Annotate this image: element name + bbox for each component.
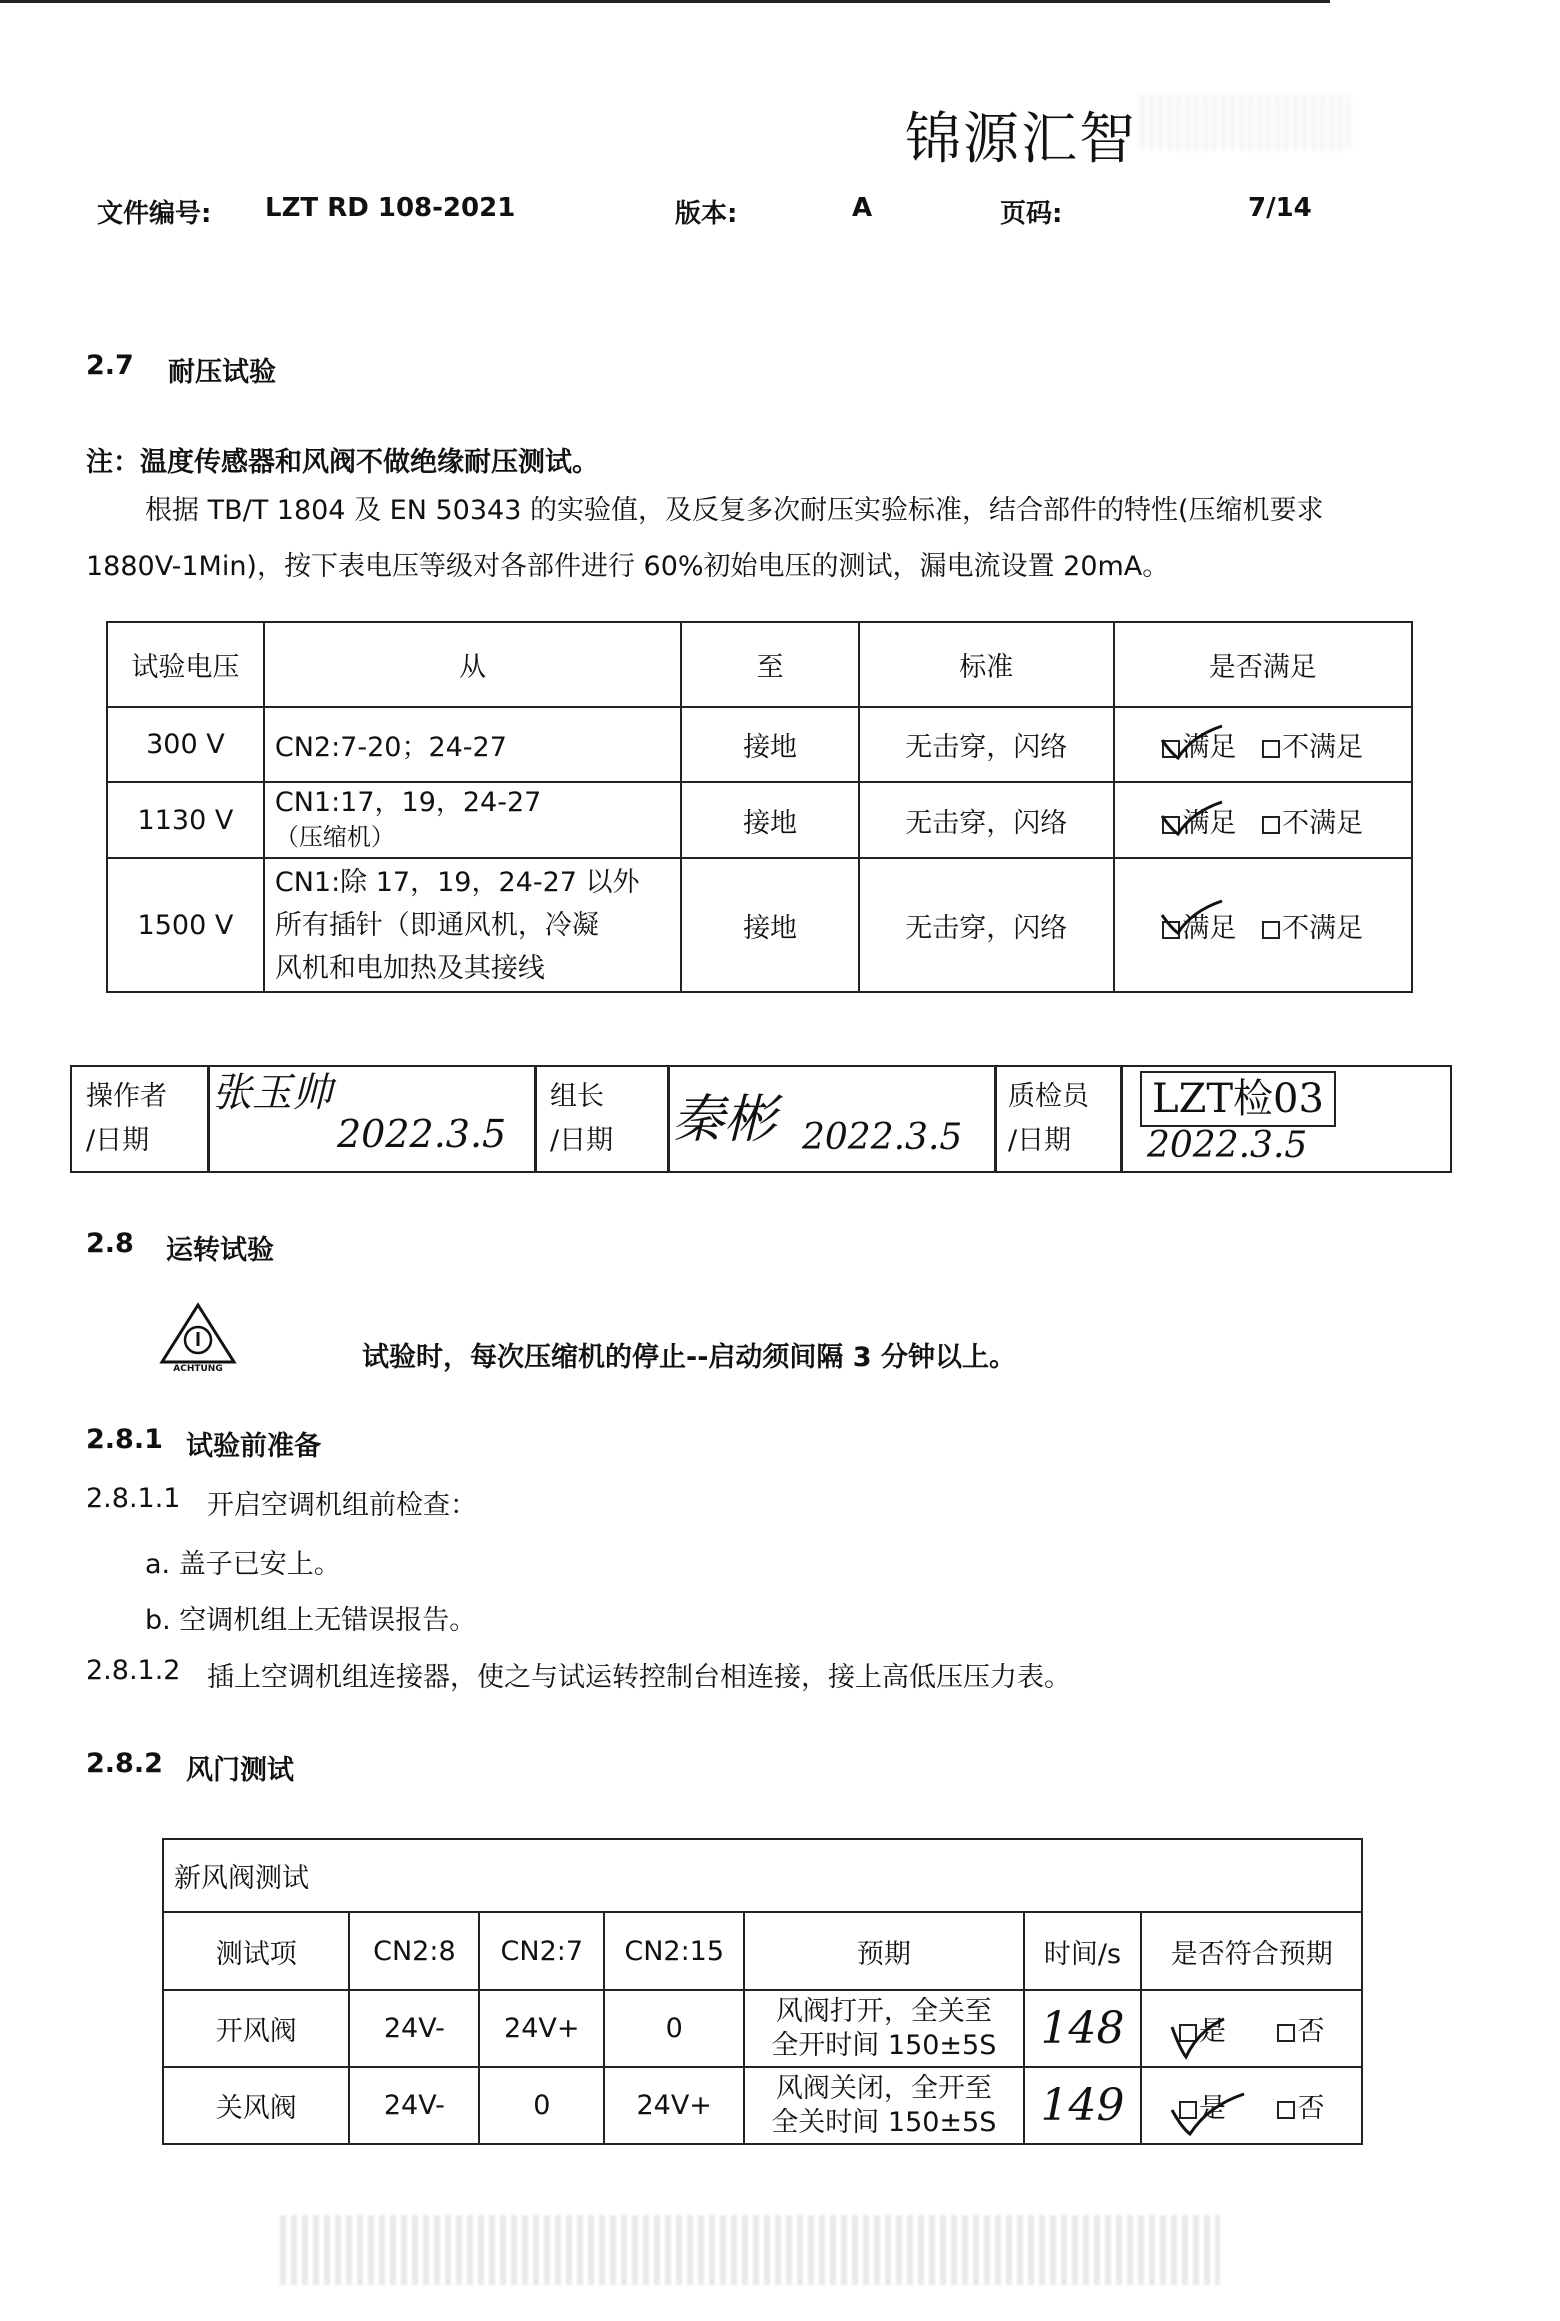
leader-label [550, 1075, 613, 1163]
label-line: /日期 [86, 1125, 150, 1156]
cn2-8-cell: 24V- [349, 1990, 479, 2067]
standard-cell: 无击穿，闪络 [859, 858, 1114, 992]
item-a: a. 盖子已安上。 [145, 1549, 341, 1580]
operator-date: 2022.3.5 [337, 1112, 507, 1156]
header-cell: CN2:7 [479, 1912, 604, 1990]
cn2-15-cell: 0 [604, 1990, 744, 2067]
handwritten-check-mark [1168, 2090, 1248, 2138]
version-label: 版本: [675, 199, 738, 229]
from-line: CN1:除 17，19，24-27 以外 [274, 866, 640, 898]
checkbox-no[interactable] [1277, 2024, 1295, 2042]
expectation-line: 全开时间 150±5S [771, 2029, 997, 2061]
label-line: /日期 [550, 1125, 614, 1156]
label-line: /日期 [1008, 1125, 1072, 1156]
handwritten-check-mark [1168, 2013, 1228, 2061]
expectation-cell [744, 1990, 1023, 2067]
checkbox-not-satisfied[interactable] [1262, 816, 1280, 834]
checkbox-no[interactable] [1277, 2101, 1295, 2119]
divider [667, 1067, 670, 1171]
header-cell: 测试项 [163, 1912, 349, 1990]
signoff-box [70, 1065, 1452, 1173]
qc-label [1008, 1075, 1089, 1163]
table-header-row [107, 622, 1412, 707]
header-cell: 是否符合预期 [1141, 1912, 1362, 1990]
header-cell: 至 [681, 622, 859, 707]
expectation-line: 全关时间 150±5S [771, 2106, 997, 2138]
from-line: 所有插针（即通风机，冷凝 [274, 909, 599, 941]
item-2-8-1-1-text: 开启空调机组前检查： [207, 1490, 477, 1521]
option-not-satisfied: 不满足 [1282, 807, 1364, 839]
option-no: 否 [1297, 2093, 1325, 2124]
leader-date: 2022.3.5 [802, 1117, 963, 1158]
table-caption-row [163, 1839, 1362, 1912]
section-2-8-1-title: 试验前准备 [186, 1431, 321, 1462]
voltage-cell: 1500 V [107, 858, 264, 992]
handwritten-check-mark [1158, 897, 1228, 937]
from-cell [264, 858, 681, 992]
test-item-cell: 关风阀 [163, 2067, 349, 2144]
cn2-15-cell: 24V+ [604, 2067, 744, 2144]
from-line: CN1:17，19，24-27 [274, 787, 542, 818]
expectation-line: 风阀打开，全关至 [775, 1995, 992, 2027]
table-header-row [163, 1912, 1362, 1990]
option-satisfied: 满足 [1182, 807, 1237, 839]
doc-number: LZT RD 108-2021 [265, 193, 516, 223]
divider [994, 1067, 997, 1171]
voltage-cell: 300 V [107, 707, 264, 782]
doc-number-label: 文件编号: [97, 199, 212, 229]
version-value: A [852, 193, 873, 223]
from-cell [264, 782, 681, 858]
section-2-7-number: 2.7 [86, 350, 134, 381]
header-cell: 是否满足 [1114, 622, 1412, 707]
option-not-satisfied: 不满足 [1282, 912, 1364, 944]
divider [1120, 1067, 1123, 1171]
label-line: 组长 [550, 1081, 604, 1112]
to-cell: 接地 [681, 858, 859, 992]
from-line: CN2:7-20；24-27 [274, 732, 507, 763]
option-no: 否 [1297, 2016, 1325, 2047]
header-cell: 时间/s [1024, 1912, 1142, 1990]
section-2-8-2-title: 风门测试 [186, 1755, 294, 1786]
header-rule [0, 0, 1330, 3]
expectation-cell [744, 2067, 1023, 2144]
from-line: （压缩机） [274, 823, 395, 851]
brand-title: 锦源汇智 [905, 107, 1137, 172]
time-cell: 148 [1024, 1990, 1142, 2067]
from-cell [264, 707, 681, 782]
option-satisfied: 满足 [1182, 912, 1237, 944]
warning-text: 试验时，每次压缩机的停止--启动须间隔 3 分钟以上。 [362, 1342, 1016, 1373]
from-line: 风机和电加热及其接线 [274, 952, 545, 984]
divider [534, 1067, 537, 1171]
option-not-satisfied: 不满足 [1282, 732, 1364, 763]
qc-date: 2022.3.5 [1147, 1125, 1308, 1166]
option-yes: 是 [1198, 2016, 1226, 2047]
section-2-8-2-number: 2.8.2 [86, 1748, 163, 1779]
section-2-7-para-2: 1880V-1Min)，按下表电压等级对各部件进行 60%初始电压的测试，漏电流设置 20mA。 [86, 551, 1170, 582]
table-caption: 新风阀测试 [163, 1839, 1362, 1912]
checkbox-not-satisfied[interactable] [1262, 740, 1280, 758]
header-cell: 预期 [744, 1912, 1023, 1990]
section-2-8-title: 运转试验 [166, 1235, 274, 1266]
header-cell: CN2:8 [349, 1912, 479, 1990]
warning-icon-label: ACHTUNG [173, 1364, 223, 1374]
section-2-7-title: 耐压试验 [168, 357, 276, 388]
standard-cell: 无击穿，闪络 [859, 707, 1114, 782]
divider [207, 1067, 210, 1171]
operator-signature: 张玉帅 [212, 1070, 332, 1116]
page-number: 7/14 [1248, 193, 1312, 223]
page-label: 页码: [1000, 199, 1063, 229]
item-2-8-1-2-number: 2.8.1.2 [86, 1655, 181, 1686]
item-2-8-1-1-number: 2.8.1.1 [86, 1483, 181, 1514]
to-cell: 接地 [681, 782, 859, 858]
to-cell: 接地 [681, 707, 859, 782]
voltage-cell: 1130 V [107, 782, 264, 858]
item-b: b. 空调机组上无错误报告。 [145, 1605, 477, 1636]
section-2-8-number: 2.8 [86, 1228, 134, 1259]
label-line: 质检员 [1008, 1081, 1089, 1112]
item-2-8-1-2-text: 插上空调机组连接器，使之与试运转控制台相连接，接上高低压压力表。 [207, 1662, 1071, 1693]
section-2-7-note: 注：温度传感器和风阀不做绝缘耐压测试。 [86, 447, 599, 478]
cn2-7-cell: 24V+ [479, 1990, 604, 2067]
time-cell: 149 [1024, 2067, 1142, 2144]
scan-smudge [1140, 95, 1350, 150]
header-cell: 从 [264, 622, 681, 707]
operator-label [86, 1075, 167, 1163]
section-2-7-para-1: 根据 TB/T 1804 及 EN 50343 的实验值，及反复多次耐压实验标准，结合部件的特性(压缩机要求 [145, 495, 1324, 526]
qc-stamp: LZT检03 [1140, 1071, 1336, 1127]
leader-signature: 秦彬 [672, 1090, 777, 1150]
handwritten-check-mark [1158, 798, 1228, 838]
header-cell: 试验电压 [107, 622, 264, 707]
test-item-cell: 开风阀 [163, 1990, 349, 2067]
header-cell: 标准 [859, 622, 1114, 707]
option-satisfied: 满足 [1182, 732, 1237, 763]
faded-footer-watermark [280, 2215, 1220, 2285]
header-cell: CN2:15 [604, 1912, 744, 1990]
expectation-line: 风阀关闭，全开至 [775, 2072, 992, 2104]
cn2-8-cell: 24V- [349, 2067, 479, 2144]
checkbox-not-satisfied[interactable] [1262, 921, 1280, 939]
option-yes: 是 [1198, 2093, 1226, 2124]
cn2-7-cell: 0 [479, 2067, 604, 2144]
standard-cell: 无击穿，闪络 [859, 782, 1114, 858]
label-line: 操作者 [86, 1081, 167, 1112]
section-2-8-1-number: 2.8.1 [86, 1424, 163, 1455]
handwritten-check-mark [1158, 722, 1228, 762]
